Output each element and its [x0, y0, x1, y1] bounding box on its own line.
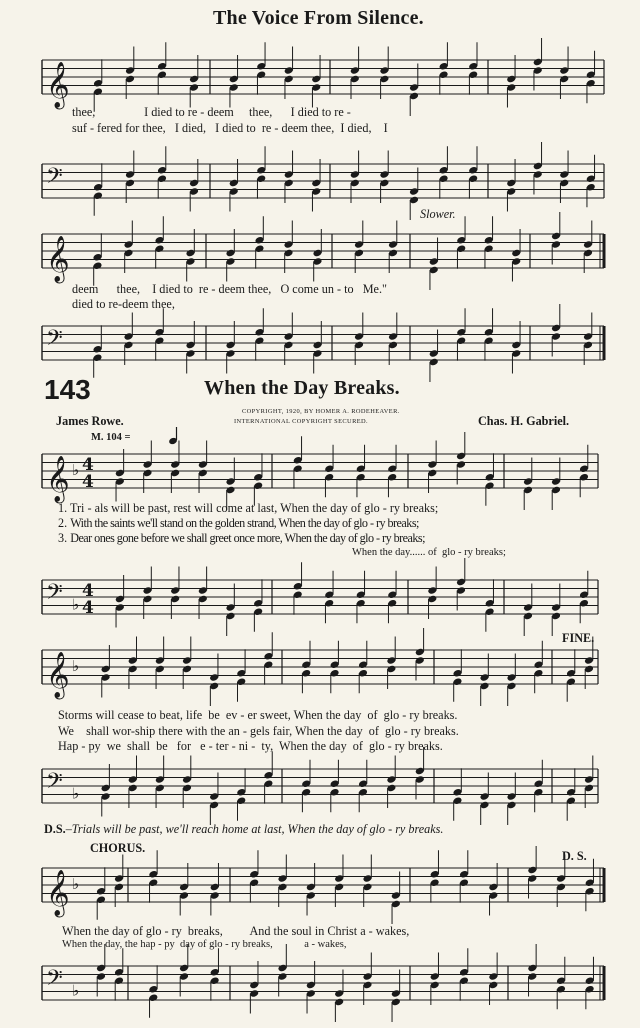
svg-text:𝄢: 𝄢	[46, 966, 63, 996]
verse-text: Dear ones gone before we shall greet once more, When the day of glo - ry breaks;	[70, 531, 425, 545]
ds-label: D.S.	[44, 822, 66, 836]
svg-text:♭: ♭	[72, 461, 80, 479]
verse-text: With the saints we'll stand on the golden strand, When the day of glo - ry breaks;	[70, 516, 419, 530]
bass-staff-4	[0, 763, 640, 813]
copyright-line-2: INTERNATIONAL COPYRIGHT SECURED.	[234, 418, 369, 425]
treble-staff-3	[0, 448, 640, 502]
svg-text:4: 4	[82, 581, 94, 601]
hymn-142-lyrics-line2-row2: died to re-deem thee,	[72, 297, 175, 311]
hymn-143-title: When the Day Breaks.	[204, 377, 400, 399]
bass-staff-5	[0, 960, 640, 1010]
hymn-author: James Rowe.	[56, 414, 124, 428]
treble-staff-2	[0, 228, 640, 282]
copyright-line-1: COPYRIGHT, 1920, BY HOMER A. RODEHEAVER.	[242, 408, 400, 415]
verse-3-line-2: Hap - py we shall be for e - ter - ni - ty, When the day of glo - ry breaks.	[58, 739, 443, 753]
svg-text:𝄢: 𝄢	[46, 164, 63, 194]
verse-text: Tri - als will be past, rest will come at last, When the day of glo - ry breaks;	[69, 501, 439, 515]
hymn-142-lyrics-line1-row1: thee, I died to re - deem thee, I died to re -	[72, 105, 351, 119]
verse-1-line-1	[58, 502, 438, 514]
verse-2-line-1	[58, 517, 419, 529]
chorus-label: CHORUS.	[90, 841, 146, 855]
chorus-lyrics-row-1: When the day of glo - ry breaks, And the soul in Christ a - wakes,	[62, 924, 410, 938]
svg-text:♭: ♭	[72, 595, 80, 614]
hymn-142-lyrics-line1-row2: suf - fered for thee, I died, I died to re - deem thee, I died, I	[72, 121, 388, 135]
svg-text:4: 4	[82, 455, 94, 475]
svg-text:♭: ♭	[72, 981, 80, 1000]
svg-text:𝄢: 𝄢	[46, 326, 63, 356]
treble-staff-1	[0, 54, 640, 108]
svg-text:𝄞: 𝄞	[46, 652, 70, 698]
svg-text:♭: ♭	[72, 657, 80, 675]
chorus-lyrics-row-2: When the day, the hap - py day of glo - ry breaks, a - wakes,	[62, 939, 347, 950]
svg-text:𝄞: 𝄞	[46, 236, 70, 282]
svg-text:♭: ♭	[72, 784, 80, 803]
bass-staff-3	[0, 574, 640, 624]
bass-staff-1	[0, 158, 640, 208]
bass-staff-2	[0, 320, 640, 370]
hymn-142-tempo-slower: Slower.	[420, 207, 456, 221]
svg-text:4: 4	[82, 472, 94, 492]
fine-marking: FINE.	[562, 631, 595, 645]
quarter-note-icon	[168, 426, 182, 446]
treble-staff-4	[0, 644, 640, 698]
verse-number: 3.	[58, 531, 68, 545]
ds-instruction	[44, 823, 443, 835]
svg-text:𝄞: 𝄞	[46, 456, 70, 502]
ds-text: –Trials will be past, we'll reach home at last, When the day of glo - ry breaks.	[65, 822, 444, 836]
svg-text:𝄢: 𝄢	[46, 580, 63, 610]
verse-2-line-2: We shall wor-ship there with the an - gels fair, When the day of glo - ry breaks.	[58, 724, 459, 738]
verse-number: 1.	[58, 501, 68, 515]
verse-3-line-1	[58, 532, 425, 544]
svg-text:4: 4	[82, 598, 94, 618]
svg-text:𝄞: 𝄞	[46, 870, 70, 916]
chorus-ds-marking: D. S.	[562, 849, 587, 863]
hymn-142-lyrics-line2-row1: deem thee, I died to re - deem thee, O come un - to Me."	[72, 282, 387, 296]
verse-number: 2.	[58, 516, 68, 530]
hymn-142-title: The Voice From Silence.	[213, 7, 424, 29]
verse-1-line-2: Storms will cease to beat, life be ev - er sweet, When the day of glo - ry breaks.	[58, 708, 458, 722]
tempo-marking: M. 104 =	[91, 432, 131, 443]
svg-text:♭: ♭	[72, 875, 80, 893]
svg-text:𝄢: 𝄢	[46, 769, 63, 799]
hymn-composer: Chas. H. Gabriel.	[478, 414, 570, 428]
treble-staff-5	[0, 862, 640, 916]
bass-echo-lyric: When the day...... of glo - ry breaks;	[352, 547, 506, 558]
hymn-number: 143	[44, 374, 91, 405]
svg-text:𝄞: 𝄞	[46, 62, 70, 108]
